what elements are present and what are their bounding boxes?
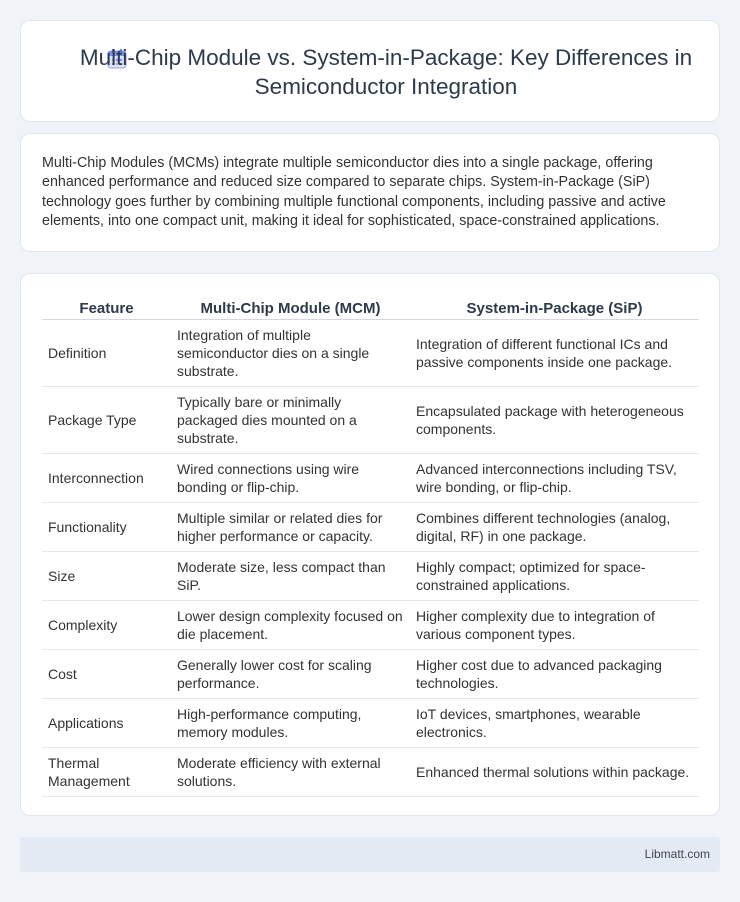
sip-cell: Combines different technologies (analog, digital, RF) in one package. xyxy=(410,503,699,552)
feature-cell: Interconnection xyxy=(42,454,171,503)
sip-cell: Enhanced thermal solutions within package. xyxy=(410,748,699,797)
feature-cell: Functionality xyxy=(42,503,171,552)
feature-cell: Applications xyxy=(42,699,171,748)
feature-cell: Package Type xyxy=(42,387,171,454)
table-header-row xyxy=(42,294,699,320)
mcm-cell: Generally lower cost for scaling performance. xyxy=(171,650,410,699)
mcm-cell: Moderate size, less compact than SiP. xyxy=(171,552,410,601)
mcm-cell: Wired connections using wire bonding or flip-chip. xyxy=(171,454,410,503)
feature-cell: Thermal Management xyxy=(42,748,171,797)
table-row xyxy=(42,552,699,601)
mcm-cell: Integration of multiple semiconductor dies on a single substrate. xyxy=(171,320,410,387)
feature-cell: Complexity xyxy=(42,601,171,650)
table-row xyxy=(42,699,699,748)
table-row xyxy=(42,650,699,699)
feature-cell: Cost xyxy=(42,650,171,699)
comparison-card xyxy=(20,273,720,816)
sip-cell: Advanced interconnections including TSV, wire bonding, or flip-chip. xyxy=(410,454,699,503)
sip-cell: IoT devices, smartphones, wearable electronics. xyxy=(410,699,699,748)
mcm-cell: Multiple similar or related dies for higher performance or capacity. xyxy=(171,503,410,552)
header-sip: System-in-Package (SiP) xyxy=(410,294,699,320)
header-mcm: Multi-Chip Module (MCM) xyxy=(171,294,410,320)
intro-paragraph: Multi-Chip Modules (MCMs) integrate multiple semiconductor dies into a single package, offering enhanced performance and reduced size compared to separate chips. System-in-Package (SiP) technology goes further by combining multiple functional components, including passive and active elements, into one compact unit, making it ideal for sophisticated, space-constrained applications. xyxy=(42,155,666,230)
mcm-cell: Moderate efficiency with external solutions. xyxy=(171,748,410,797)
comparison-table xyxy=(42,294,699,797)
footer xyxy=(20,837,720,872)
intro-card xyxy=(20,133,720,252)
table-row xyxy=(42,454,699,503)
table-row xyxy=(42,601,699,650)
table-row xyxy=(42,320,699,387)
mcm-cell: High-performance computing, memory modules. xyxy=(171,699,410,748)
mcm-cell: Typically bare or minimally packaged dies mounted on a substrate. xyxy=(171,387,410,454)
table-row xyxy=(42,503,699,552)
sip-cell: Encapsulated package with heterogeneous components. xyxy=(410,387,699,454)
table-row xyxy=(42,748,699,797)
table-row xyxy=(42,387,699,454)
footer-link[interactable]: Libmatt.com xyxy=(644,847,710,861)
sip-cell: Highly compact; optimized for space-constrained applications. xyxy=(410,552,699,601)
page-title: Multi-Chip Module vs. System-in-Package: Key Differences in Semiconductor Integration xyxy=(79,45,693,99)
header-feature: Feature xyxy=(42,294,171,320)
title-card xyxy=(20,20,720,122)
sip-cell: Higher cost due to advanced packaging technologies. xyxy=(410,650,699,699)
mcm-cell: Lower design complexity focused on die placement. xyxy=(171,601,410,650)
feature-cell: Size xyxy=(42,552,171,601)
feature-cell: Definition xyxy=(42,320,171,387)
sip-cell: Higher complexity due to integration of various component types. xyxy=(410,601,699,650)
sip-cell: Integration of different functional ICs and passive components inside one package. xyxy=(410,320,699,387)
